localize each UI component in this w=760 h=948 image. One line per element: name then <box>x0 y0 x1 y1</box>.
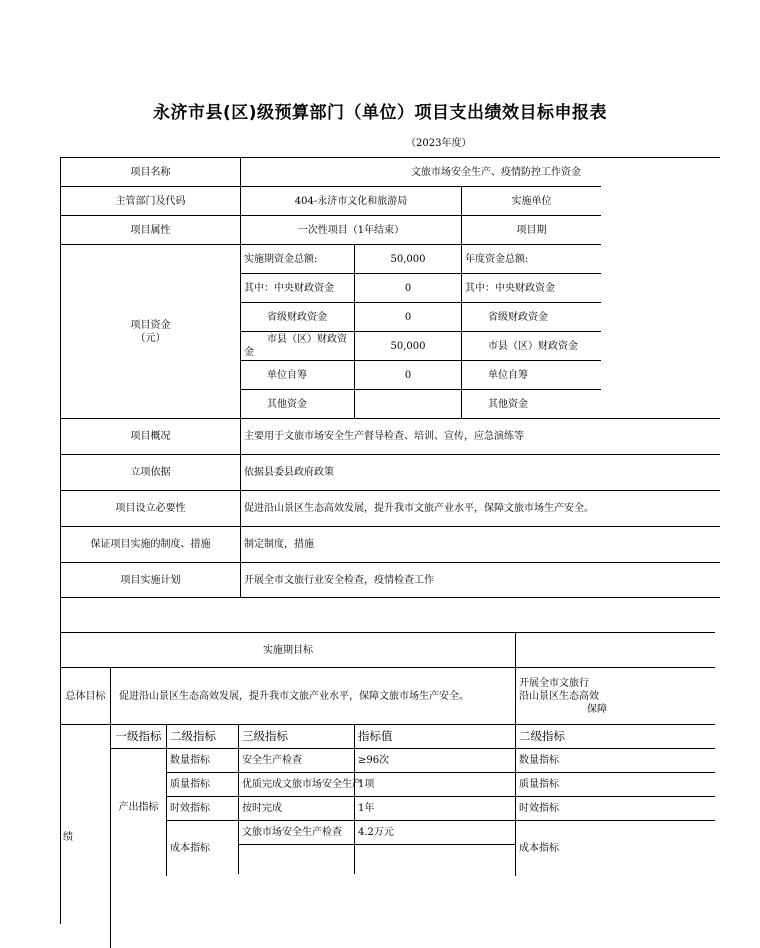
dept-value: 404-永济市文化和旅游局 <box>240 186 461 215</box>
indicator-row-2-level2: 质量指标 <box>166 772 238 796</box>
central-funds-label: 其中：中央财政资金 <box>240 273 354 302</box>
performance-indicator-label: 绩 <box>63 832 73 843</box>
plan-label: 项目实施计划 <box>60 562 240 597</box>
indicator-row-1-level3: 安全生产检查 <box>238 748 354 772</box>
self-funds-value: 0 <box>354 360 461 389</box>
necessity-value: 促进沿山景区生态高效发展，提升我市文旅产业水平，保障文旅市场生产安全。 <box>240 490 720 526</box>
annual-goal-line-2: 沿山景区生态高效 <box>519 690 599 702</box>
plan-value: 开展全市文旅行业安全检查，疫情检查工作 <box>240 562 720 597</box>
indicator-row-4-level2: 成本指标 <box>166 820 238 876</box>
attr-value: 一次性项目（1年结束） <box>240 215 461 244</box>
indicator-row-3-level2-annual: 时效指标 <box>515 796 715 820</box>
indicator-row-1-value: ≥96次 <box>354 748 515 772</box>
performance-indicator-side <box>60 724 110 924</box>
funds-label-cell <box>60 244 240 418</box>
indicator-row-4-level2-annual: 成本指标 <box>515 820 715 876</box>
province-funds-label: 省级财政资金 <box>240 302 354 331</box>
annual-goal-line-1: 开展全市文旅行 <box>519 677 589 689</box>
indicator-row-1-level2: 数量指标 <box>166 748 238 772</box>
annual-goal-line-3: 保障 <box>587 703 607 715</box>
overview-label: 项目概况 <box>60 418 240 454</box>
county-funds-label-annual: 市县（区）财政资金 <box>461 331 601 360</box>
output-indicator-label: 产出指标 <box>110 748 166 948</box>
central-funds-value: 0 <box>354 273 461 302</box>
page-title: 永济市县(区)级预算部门（单位）项目支出绩效目标申报表 <box>152 103 608 123</box>
attr-label: 项目属性 <box>60 215 240 244</box>
project-name-value: 文旅市场安全生产、疫情防控工作资金 <box>240 157 720 186</box>
indicator-row-2-level3: 优质完成文旅市场安全生产 <box>238 772 354 796</box>
header-level1: 一级指标 <box>110 724 166 748</box>
indicator-row-5-level3 <box>238 844 354 874</box>
other-funds-label-annual: 其他资金 <box>461 389 601 418</box>
dept-label: 主管部门及代码 <box>60 186 240 215</box>
period-goal-label: 实施期目标 <box>60 632 515 667</box>
indicator-row-3-level2: 时效指标 <box>166 796 238 820</box>
indicator-row-3-level3: 按时完成 <box>238 796 354 820</box>
indicator-row-2-level2-annual: 质量指标 <box>515 772 715 796</box>
annual-goal-header <box>515 632 715 667</box>
province-funds-value: 0 <box>354 302 461 331</box>
self-funds-label: 单位自筹 <box>240 360 354 389</box>
project-name-label: 项目名称 <box>60 157 240 186</box>
year-label: （2023年度） <box>406 138 472 149</box>
province-funds-label-annual: 省级财政资金 <box>461 302 601 331</box>
county-funds-value: 50,000 <box>354 331 461 360</box>
funds-total-value: 50,000 <box>354 244 461 273</box>
annual-goal-value <box>515 667 715 724</box>
indicator-row-3-value: 1年 <box>354 796 515 820</box>
impl-unit-label: 实施单位 <box>461 186 601 215</box>
self-funds-label-annual: 单位自筹 <box>461 360 601 389</box>
indicator-row-1-level2-annual: 数量指标 <box>515 748 715 772</box>
header-level2: 二级指标 <box>166 724 238 748</box>
overall-goal-value: 促进沿山景区生态高效发展，提升我市文旅产业水平，保障文旅市场生产安全。 <box>110 667 515 724</box>
indicator-row-4-value: 4.2万元 <box>354 820 515 844</box>
indicator-row-4-level3: 文旅市场安全生产检查 <box>238 820 354 844</box>
indicator-row-2-value: 1项 <box>354 772 515 796</box>
measures-value: 制定制度，措施 <box>240 526 720 562</box>
other-funds-label: 其他资金 <box>240 389 354 418</box>
header-level3: 三级指标 <box>238 724 354 748</box>
funds-label: 项目资金 <box>130 319 171 331</box>
indicator-row-5-value <box>354 844 515 874</box>
funds-unit: （元） <box>135 332 166 344</box>
header-value: 指标值 <box>354 724 515 748</box>
basis-label: 立项依据 <box>60 454 240 490</box>
annual-total-label: 年度资金总额: <box>461 244 601 273</box>
necessity-label: 项目设立必要性 <box>60 490 240 526</box>
county-funds-label: 市县（区）财政资金 <box>240 331 354 360</box>
funds-total-label: 实施期资金总额: <box>240 244 354 273</box>
measures-label: 保证项目实施的制度、措施 <box>60 526 240 562</box>
other-funds-value <box>354 389 461 418</box>
blank-row <box>60 597 720 632</box>
central-funds-label-annual: 其中：中央财政资金 <box>461 273 601 302</box>
header-level2-annual: 二级指标 <box>515 724 715 748</box>
overall-goal-label: 总体目标 <box>60 667 110 724</box>
basis-value: 依据县委县政府政策 <box>240 454 720 490</box>
overview-value: 主要用于文旅市场安全生产督导检查、培训、宣传，应急演练等 <box>240 418 720 454</box>
period-label: 项目期 <box>461 215 601 244</box>
